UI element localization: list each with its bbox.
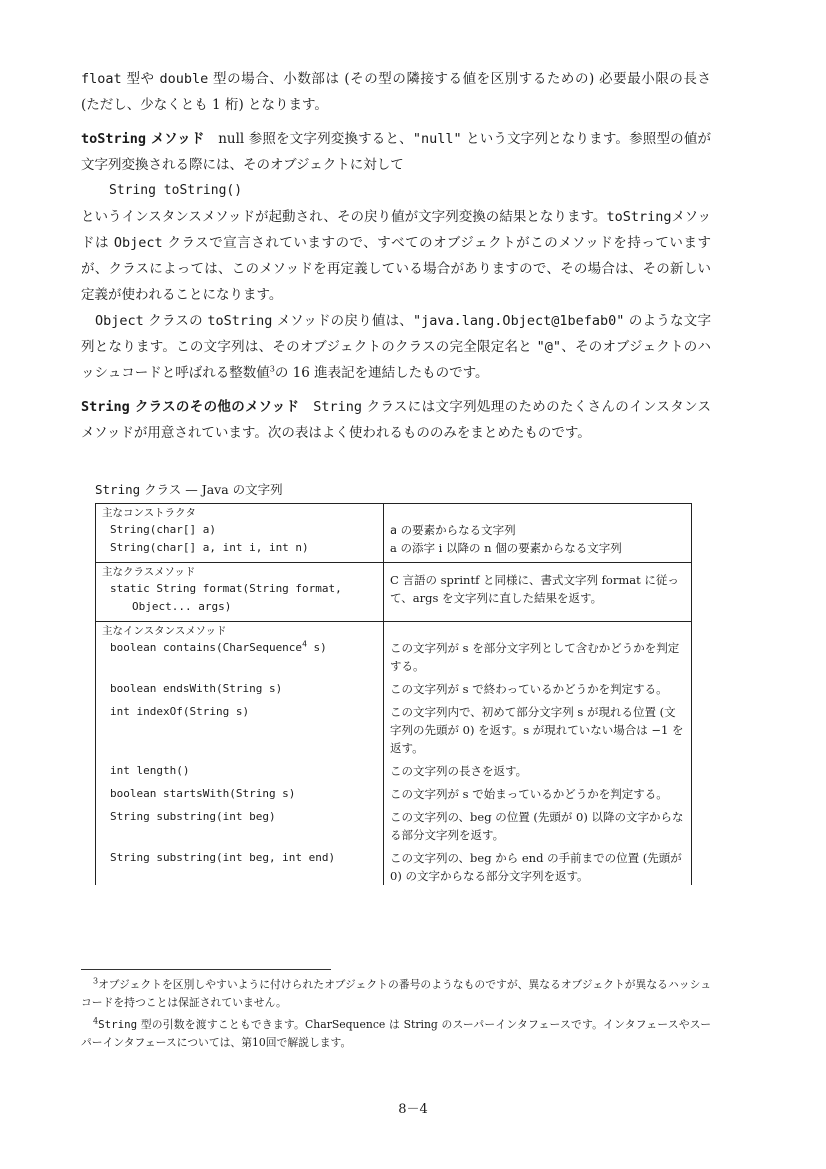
method-signature: String(char[] a, int i, int n) [96, 539, 384, 557]
code-string: String [313, 399, 363, 415]
method-description: この文字列の、beg から end の手前までの位置 (先頭が 0) の文字からなる部分文字列を返す。 [384, 849, 692, 885]
method-description: この文字列の、beg の位置 (先頭が 0) 以降の文字からなる部分文字列を返す。 [384, 808, 692, 849]
footnote-ref-3: 3 [269, 364, 275, 374]
footnote-code: String [98, 1018, 138, 1031]
section-heading-string [81, 399, 299, 415]
table-row [96, 639, 692, 680]
heading-code: toString [81, 131, 147, 147]
heading-text: メソッド [146, 131, 205, 147]
code-at-literal: "@" [536, 339, 561, 355]
caption-code: String [95, 482, 141, 497]
text: クラスで宣言されていますので、すべてのオブジェクトがこのメソッドを持っていますが、クラスによっては、このメソッドを再定義している場合がありますので、その場合は、その新しい定義が使われることになります。 [81, 235, 711, 303]
method-signature: String substring(int beg, int end) [96, 849, 384, 885]
table-section-header [96, 563, 692, 581]
text: のような文字列となります。この文字列は、そのオブジェクトのクラスの完全限定名と [81, 313, 711, 355]
method-description [384, 521, 692, 539]
code-null-literal: "null" [412, 131, 462, 147]
table-row [96, 849, 692, 885]
footnotes [81, 976, 711, 1052]
heading-code: String [81, 399, 130, 415]
footnote-divider [81, 969, 331, 970]
footnote-number: 3 [93, 976, 99, 986]
paragraph-float-double [81, 66, 711, 118]
empty-cell [384, 622, 692, 640]
text: null 参照を文字列変換すると、 [204, 131, 413, 147]
text: 、そのオブジェクトのハッシュコードと呼ばれる整数値 [81, 339, 711, 381]
section-label-instance-methods: 主なインスタンスメソッド [96, 622, 384, 640]
method-description: この文字列内で、初めて部分文字列 s が現れる位置 (文字列の先頭が 0) を返す。s が現れていない場合は −1 を返す。 [384, 703, 692, 762]
method-signature: int length() [96, 762, 384, 785]
code-tostring-signature: String toString() [109, 183, 243, 198]
table-row [96, 521, 692, 539]
text: メソッドは [81, 209, 712, 251]
footnote-text: オブジェクトを区別しやすいように付けられたオブジェクトの番号のようなものですが、異なるオブジェクトが異なるハッシュコードを持つことは保証されていません。 [81, 978, 711, 1009]
code-object: Object [113, 235, 163, 251]
code-example-string: "java.lang.Object@1befab0" [413, 313, 625, 329]
desc-code: a [390, 523, 397, 537]
string-class-table [95, 503, 692, 885]
code-float: float [81, 71, 122, 87]
footnote-4 [81, 1016, 711, 1052]
table-row [96, 785, 692, 808]
method-description: この文字列が s で始まっているかどうかを判定する。 [384, 785, 692, 808]
signature-line: static String format(String format, [110, 582, 342, 595]
method-signature: int indexOf(String s) [96, 703, 384, 762]
signature-line: Object... args) [132, 600, 232, 613]
text: という文字列となります。参照型の値が文字列変換される際には、そのオブジェクトに対して [81, 131, 711, 173]
empty-cell [384, 504, 692, 522]
method-description: この文字列が s を部分文字列として含むかどうかを判定する。 [384, 639, 692, 680]
text: の 16 進表記を連結したものです。 [274, 365, 489, 381]
table-row [96, 762, 692, 785]
text: メソッドの戻り値は、 [272, 313, 414, 329]
page-number: 8－4 [398, 1102, 428, 1117]
method-signature [96, 580, 384, 616]
code-object: Object [95, 313, 144, 329]
paragraph-tostring [81, 126, 711, 178]
method-signature: String(char[] a) [96, 521, 384, 539]
table-row [96, 808, 692, 849]
paragraph-tostring-cont [81, 204, 711, 308]
paragraph-object-tostring [81, 308, 711, 386]
method-description: a の添字 i 以降の n 個の要素からなる文字列 [384, 539, 692, 557]
code-tostring: toString [207, 313, 273, 329]
method-signature: boolean startsWith(String s) [96, 785, 384, 808]
text: クラスの [143, 313, 208, 329]
footnote-3 [81, 976, 711, 1012]
table-row [96, 680, 692, 703]
method-description: C 言語の sprintf と同様に、書式文字列 format に従って、args を文字列に直した結果を返す。 [384, 563, 692, 617]
footnote-number: 4 [93, 1016, 99, 1026]
caption-text: クラス — Java の文字列 [140, 482, 283, 497]
method-description: この文字列の長さを返す。 [384, 762, 692, 785]
footnote-ref-4: 4 [302, 639, 307, 649]
text [299, 399, 313, 415]
signature-part: s) [306, 641, 327, 654]
code-tostring: toString [606, 209, 672, 225]
code-double: double [159, 71, 209, 87]
method-signature: boolean endsWith(String s) [96, 680, 384, 703]
table-row [96, 539, 692, 557]
method-signature: String substring(int beg) [96, 808, 384, 849]
string-class-table-block [95, 482, 691, 885]
section-heading-tostring [81, 131, 205, 147]
method-signature [96, 639, 384, 680]
page-body [81, 66, 711, 446]
section-label-class-methods: 主なクラスメソッド [96, 563, 384, 581]
signature-part: boolean contains(CharSequence [110, 641, 303, 654]
table-section-header [96, 504, 692, 522]
text: 型の場合、小数部は (その型の隣接する値を区別するための) 必要最小限の長さ (ただし、少なくとも 1 桁) となります。 [81, 71, 711, 113]
heading-text: クラスのその他のメソッド [129, 399, 300, 415]
text: 型や [121, 71, 160, 87]
footnote-text: 型の引数を渡すこともできます。CharSequence は String のスーパーインタフェースです。インタフェースやスーパーインタフェースについては、第10回で解説します。 [81, 1018, 711, 1049]
text: というインスタンスメソッドが起動され、その戻り値が文字列変換の結果となります。 [81, 209, 607, 225]
method-description: この文字列が s で終わっているかどうかを判定する。 [384, 680, 692, 703]
text: クラスには文字列処理のためのたくさんのインスタンスメソッドが用意されています。次の表はよく使われるもののみをまとめたものです。 [81, 399, 712, 441]
table-section-header [96, 622, 692, 640]
table-caption [95, 482, 691, 498]
table-row [96, 703, 692, 762]
section-label-constructors: 主なコンストラクタ [96, 504, 384, 522]
desc-text: の要素からなる文字列 [396, 523, 516, 537]
paragraph-string-methods [81, 394, 711, 446]
